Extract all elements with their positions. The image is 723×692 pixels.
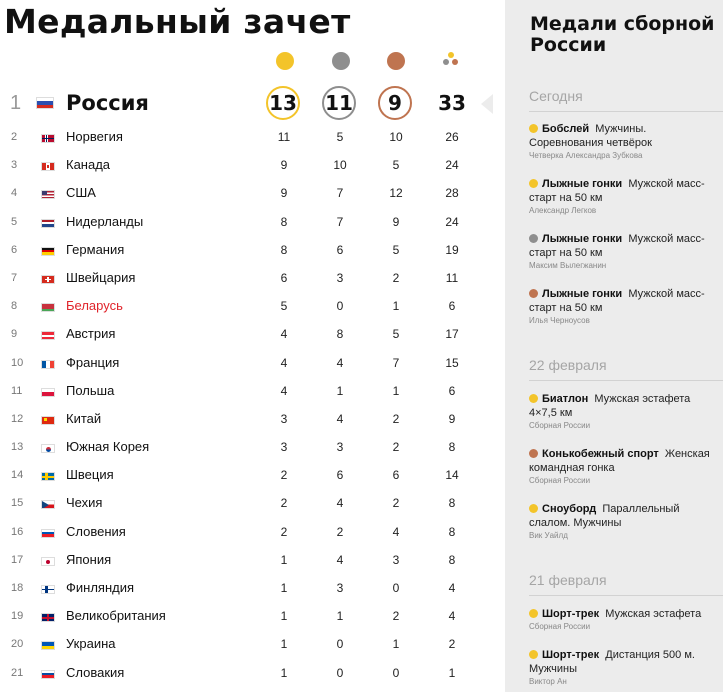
flag-icon [41, 190, 55, 199]
sport-name: Лыжные гонки [542, 233, 623, 245]
flag-icon [41, 444, 55, 453]
country-name: Чехия [66, 495, 103, 511]
event-description: Мужчины. Соревнования четвёрок [529, 123, 652, 149]
country-name: Германия [66, 241, 125, 257]
event-description: Мужской масс-старт на 50 км [529, 288, 705, 314]
divider [529, 595, 723, 596]
event-description: Параллельный слалом. Мужчины [529, 503, 680, 529]
table-row[interactable] [0, 631, 505, 659]
flag-icon [41, 134, 55, 143]
event-text [529, 177, 721, 205]
flag-icon [41, 331, 55, 340]
table-row[interactable] [0, 293, 505, 321]
rank: 14 [11, 469, 24, 482]
medal-event[interactable] [529, 232, 721, 270]
sport-name: Сноуборд [542, 503, 597, 515]
event-text [529, 232, 721, 260]
bronze-count: 1 [392, 383, 400, 398]
total-count: 8 [448, 552, 456, 567]
gold-medal-icon [276, 52, 294, 70]
country-name: Южная Корея [66, 439, 150, 455]
rank: 4 [11, 187, 18, 200]
sport-name: Лыжные гонки [542, 288, 623, 300]
gold-count: 9 [280, 158, 288, 173]
rank: 8 [11, 300, 18, 313]
flag-icon [41, 585, 55, 594]
sport-name: Биатлон [542, 393, 589, 405]
table-row[interactable] [0, 209, 505, 237]
event-description: Женская командная гонка [529, 448, 710, 474]
table-row[interactable] [0, 434, 505, 462]
silver-count: 1 [336, 609, 344, 624]
flag-icon [41, 219, 55, 228]
table-row[interactable] [0, 180, 505, 208]
divider [529, 380, 723, 381]
total-count: 8 [448, 440, 456, 455]
silver-count: 11 [322, 86, 356, 120]
total-count: 15 [445, 355, 459, 370]
total-count: 24 [445, 214, 459, 229]
gold-count: 11 [277, 130, 291, 144]
country-name: США [66, 185, 96, 201]
table-row[interactable] [0, 152, 505, 180]
gold-count: 1 [280, 609, 288, 624]
total-count: 26 [445, 130, 459, 144]
flag-icon [41, 360, 55, 369]
rank: 1 [10, 92, 22, 114]
gold-count: 3 [280, 411, 288, 426]
bronze-count: 7 [392, 355, 400, 370]
total-count: 24 [445, 158, 459, 173]
sport-name: Лыжные гонки [542, 178, 623, 190]
rank: 20 [11, 638, 24, 651]
country-name: Норвегия [66, 129, 123, 144]
rank: 15 [11, 497, 24, 510]
gold-count: 9 [280, 186, 288, 201]
total-count: 19 [445, 242, 459, 257]
table-row[interactable] [0, 660, 505, 688]
sidebar [505, 0, 723, 692]
silver-medal-icon [332, 52, 350, 70]
gold-count: 1 [280, 581, 288, 595]
bronze-medal-icon [529, 289, 538, 298]
event-text [529, 502, 721, 530]
date-heading: 22 февраля [529, 357, 607, 373]
total-count: 11 [445, 270, 459, 285]
athlete-name: Илья Черноусов [529, 316, 590, 325]
table-row[interactable] [0, 519, 505, 547]
table-body [0, 124, 505, 688]
event-text [529, 122, 721, 150]
country-name: Франция [66, 354, 120, 370]
flag-icon [41, 247, 55, 256]
all-medals-icon [441, 51, 461, 71]
divider [529, 111, 723, 112]
total-count: 1 [448, 665, 456, 680]
medal-event[interactable] [529, 607, 721, 631]
gold-count: 2 [280, 468, 288, 483]
gold-count: 4 [280, 383, 288, 398]
silver-medal-icon [529, 234, 538, 243]
rank: 12 [11, 412, 24, 425]
bronze-count: 5 [392, 327, 400, 342]
table-row[interactable] [0, 265, 505, 293]
event-description: Мужская эстафета 4×7,5 км [529, 393, 691, 419]
sport-name: Шорт-трек [542, 608, 600, 620]
gold-count: 4 [280, 327, 288, 342]
silver-count: 0 [336, 299, 344, 314]
total-count: 2 [448, 637, 456, 652]
silver-count: 0 [336, 637, 344, 652]
silver-count: 7 [336, 186, 344, 201]
bronze-count: 2 [392, 411, 400, 426]
table-row[interactable] [0, 378, 505, 406]
bronze-medal-icon [529, 449, 538, 458]
bronze-count: 9 [392, 214, 400, 229]
gold-count: 1 [280, 637, 288, 652]
gold-medal-icon [529, 394, 538, 403]
athlete-name: Сборная России [529, 476, 591, 485]
bronze-count: 5 [392, 242, 400, 257]
bronze-count: 3 [392, 552, 400, 567]
silver-count: 5 [336, 130, 344, 144]
medal-event[interactable] [529, 177, 721, 215]
flag-icon [41, 472, 55, 481]
silver-count: 10 [333, 158, 347, 173]
gold-count: 8 [280, 242, 288, 257]
medal-event[interactable] [529, 447, 721, 485]
gold-count: 2 [280, 496, 288, 511]
bronze-count: 9 [378, 86, 412, 120]
rank: 10 [11, 356, 24, 369]
silver-count: 8 [336, 327, 344, 342]
event-text [529, 392, 721, 420]
flag-icon [36, 97, 54, 109]
date-heading: 21 февраля [529, 572, 607, 588]
silver-count: 4 [336, 355, 344, 370]
gold-count: 13 [266, 86, 300, 120]
page-title: Медальный зачет [4, 2, 351, 41]
pointer-arrow [481, 94, 493, 114]
country-name: Нидерланды [66, 213, 144, 229]
country-name: Словакия [66, 664, 125, 680]
total-count: 33 [438, 91, 466, 115]
event-description: Мужская эстафета [605, 608, 702, 620]
gold-count: 1 [280, 552, 288, 567]
athlete-name: Вик Уайлд [529, 531, 568, 540]
flag-icon [41, 557, 55, 566]
bronze-count: 2 [392, 270, 400, 285]
date-heading: Сегодня [529, 88, 583, 104]
table-row-russia[interactable] [0, 84, 505, 122]
athlete-name: Александр Легков [529, 206, 597, 215]
gold-count: 2 [280, 524, 288, 539]
table-row[interactable] [0, 462, 505, 490]
event-description: Мужской масс-старт на 50 км [529, 233, 705, 259]
total-count: 28 [445, 186, 459, 201]
flag-icon [41, 500, 55, 509]
medal-event[interactable] [529, 648, 721, 686]
silver-count: 4 [336, 411, 344, 426]
table-row[interactable] [0, 603, 505, 631]
flag-icon [41, 162, 55, 171]
total-count: 17 [445, 327, 459, 342]
silver-count: 3 [336, 440, 344, 455]
rank: 18 [11, 582, 24, 594]
bronze-count: 1 [392, 637, 400, 652]
rank: 9 [11, 328, 18, 341]
total-count: 6 [448, 383, 456, 398]
bronze-count: 0 [392, 581, 400, 595]
bronze-count: 10 [389, 130, 403, 144]
bronze-count: 1 [392, 299, 400, 314]
flag-icon [41, 613, 55, 622]
bronze-count: 4 [392, 524, 400, 539]
gold-count: 3 [280, 440, 288, 455]
total-count: 9 [448, 411, 456, 426]
silver-count: 7 [336, 214, 344, 229]
bronze-medal-icon [387, 52, 405, 70]
gold-count: 1 [280, 665, 288, 680]
rank: 2 [11, 131, 18, 143]
bronze-count: 0 [392, 665, 400, 680]
table-row[interactable] [0, 575, 505, 603]
table-row[interactable] [0, 547, 505, 575]
table-row[interactable] [0, 490, 505, 518]
silver-count: 3 [336, 270, 344, 285]
flag-icon [41, 303, 55, 312]
country-name: Китай [66, 410, 102, 426]
total-count: 8 [448, 524, 456, 539]
event-text [529, 648, 721, 676]
sport-name: Бобслей [542, 123, 590, 135]
country-name: Швеция [66, 467, 114, 483]
sport-name: Шорт-трек [542, 649, 600, 661]
country-name: Словения [66, 523, 126, 539]
rank: 16 [11, 525, 24, 538]
bronze-count: 2 [392, 440, 400, 455]
silver-count: 6 [336, 242, 344, 257]
gold-count: 5 [280, 299, 288, 314]
silver-count: 1 [336, 383, 344, 398]
table-row[interactable] [0, 406, 505, 434]
flag-icon [41, 529, 55, 538]
athlete-name: Сборная России [529, 421, 591, 430]
medal-event[interactable] [529, 392, 721, 430]
rank: 21 [11, 666, 24, 679]
bronze-count: 12 [389, 186, 403, 201]
rank: 19 [11, 610, 24, 623]
country-name: Австрия [66, 326, 116, 342]
athlete-name: Максим Вылегжанин [529, 261, 607, 270]
total-count: 8 [448, 496, 456, 511]
athlete-name: Виктор Ан [529, 677, 567, 686]
country-name: Великобритания [66, 608, 166, 624]
flag-icon [41, 275, 55, 284]
medal-event[interactable] [529, 122, 721, 160]
bronze-count: 2 [392, 496, 400, 511]
silver-count: 0 [336, 665, 344, 680]
rank: 6 [11, 243, 18, 256]
total-count: 4 [448, 581, 456, 595]
medal-event[interactable] [529, 502, 721, 540]
country-name: Россия [66, 91, 149, 115]
country-name: Финляндия [66, 580, 135, 595]
silver-count: 6 [336, 468, 344, 483]
rank: 5 [11, 215, 18, 228]
rank: 17 [11, 553, 24, 566]
rank: 13 [11, 441, 24, 454]
gold-count: 6 [280, 270, 288, 285]
gold-count: 8 [280, 214, 288, 229]
gold-medal-icon [529, 179, 538, 188]
medal-event[interactable] [529, 287, 721, 325]
flag-icon [41, 641, 55, 650]
silver-count: 3 [336, 581, 344, 595]
gold-medal-icon [529, 609, 538, 618]
silver-count: 4 [336, 552, 344, 567]
flag-icon [41, 670, 55, 679]
country-name: Польша [66, 382, 115, 398]
total-count: 6 [448, 299, 456, 314]
rank: 3 [11, 159, 18, 172]
total-count: 14 [445, 468, 459, 483]
table-row[interactable] [0, 124, 505, 152]
event-description: Дистанция 500 м. Мужчины [529, 649, 695, 675]
bronze-count: 2 [392, 609, 400, 624]
country-name: Канада [66, 157, 111, 173]
country-name: Япония [66, 551, 112, 567]
country-name: Швейцария [66, 269, 136, 285]
event-text [529, 607, 721, 621]
gold-count: 4 [280, 355, 288, 370]
country-name: Украина [66, 636, 116, 652]
silver-count: 4 [336, 496, 344, 511]
athlete-name: Сборная России [529, 622, 591, 631]
gold-medal-icon [529, 650, 538, 659]
table-row[interactable] [0, 350, 505, 378]
event-description: Мужской масс-старт на 50 км [529, 178, 705, 204]
athlete-name: Четверка Александра Зубкова [529, 151, 643, 160]
total-count: 4 [448, 609, 456, 624]
bronze-count: 5 [392, 158, 400, 173]
gold-medal-icon [529, 124, 538, 133]
sport-name: Конькобежный спорт [542, 448, 659, 460]
flag-icon [41, 416, 55, 425]
flag-icon [41, 388, 55, 397]
sidebar-title: Медали сборной России [530, 13, 715, 56]
silver-count: 2 [336, 524, 344, 539]
table-row[interactable] [0, 321, 505, 349]
gold-medal-icon [529, 504, 538, 513]
country-name[interactable]: Беларусь [66, 298, 123, 314]
event-text [529, 447, 721, 475]
table-row[interactable] [0, 237, 505, 265]
rank: 7 [11, 271, 18, 284]
rank: 11 [11, 384, 23, 397]
event-text [529, 287, 721, 315]
bronze-count: 6 [392, 468, 400, 483]
